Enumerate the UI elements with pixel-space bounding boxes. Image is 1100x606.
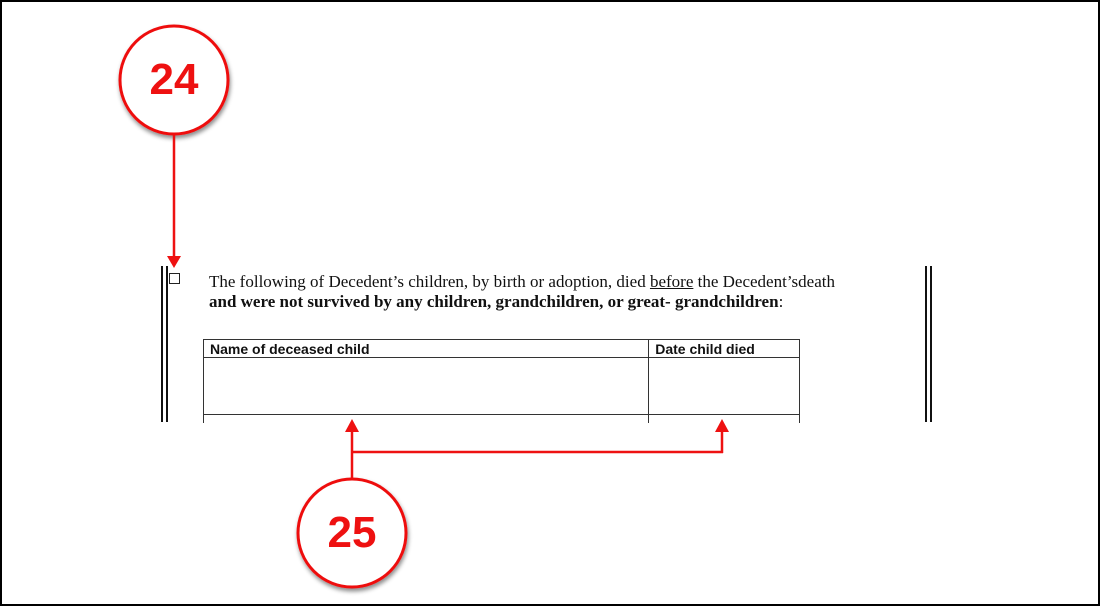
paragraph-text-underlined: before [649, 272, 694, 291]
arrow-up-icon [715, 419, 729, 432]
header-date-child-died: Date child died [649, 340, 800, 358]
paragraph-text-part2: the Decedent’sdeath [693, 272, 835, 291]
paragraph-text-bold: and were not survived by any children, grandchildren, or great- grandchildren [209, 292, 779, 311]
arrow-down-icon [167, 256, 181, 268]
callout-25-label: 25 [327, 508, 377, 557]
callout-24-label: 24 [149, 55, 199, 104]
header-name-of-deceased-child: Name of deceased child [204, 340, 649, 358]
paragraph-text-part1: The following of Decedent’s children, by birth or adoption, died [209, 272, 650, 291]
paragraph-text-ending: : [778, 292, 784, 311]
arrow-up-icon [345, 419, 359, 432]
